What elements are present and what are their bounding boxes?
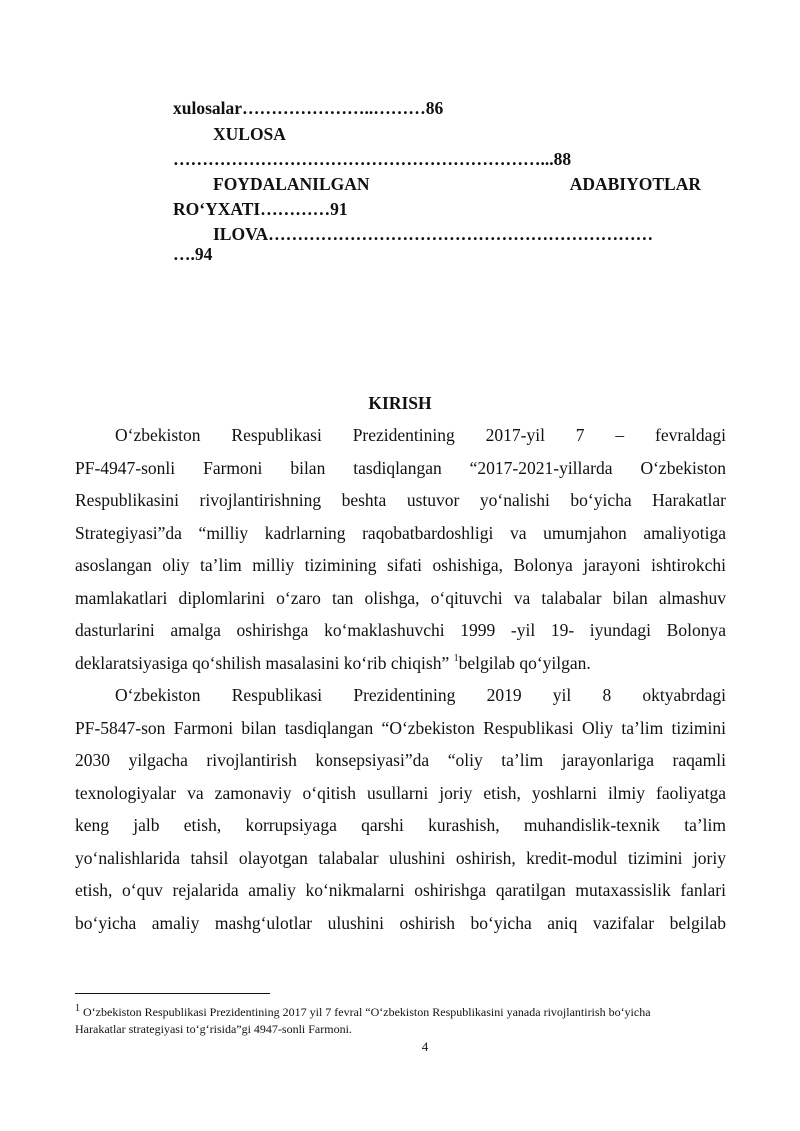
- toc-entry-xulosalar: xulosalar…………………..………86: [173, 98, 444, 118]
- footnote-text: O‘zbekiston Respublikasi Prezidentining 2017 yil 7 fevral “O‘zbekiston Respublikasini yanada rivojlantirish bo‘yicha: [80, 1005, 651, 1019]
- toc-entry-adabiyotlar: [213, 174, 701, 195]
- footnote-marker: 1: [75, 1003, 80, 1014]
- paragraph-last-line: [75, 647, 726, 680]
- toc-entry-royxati: RO‘YXATI…………91: [173, 199, 348, 219]
- paragraph-line: Strategiyasi”da “milliy kadrlarning raqobatbardoshligi va umumjahon amaliyotiga: [75, 522, 726, 543]
- paragraph-1: [75, 419, 726, 679]
- paragraph-line: yo‘nalishlarida tahsil olayotgan talabalar ulushini oshirish, kredit-modul tizimini joriy: [75, 847, 726, 868]
- section-heading: KIRISH: [368, 393, 432, 413]
- paragraph-2: [75, 679, 726, 939]
- paragraph-line: keng jalb etish, korrupsiyaga qarshi kurashish, muhandislik-texnik ta’lim: [75, 815, 726, 835]
- footnote-separator: [75, 993, 270, 994]
- toc-entry-ilova-page: ….94: [173, 244, 213, 264]
- toc-adabiyotlar-left: FOYDALANILGAN: [213, 174, 370, 194]
- footnote-line-2: Harakatlar strategiyasi to‘g‘risida”gi 4947-sonli Farmoni.: [75, 1022, 352, 1036]
- paragraph-line: dasturlarini amalga oshirishga ko‘maklashuvchi 1999 -yil 19- iyundagi Bolonya: [75, 620, 726, 640]
- paragraph-line: O‘zbekiston Respublikasi Prezidentining 2017-yil 7 – fevraldagi: [115, 425, 726, 445]
- paragraph-line: asoslangan oliy ta’lim milliy tizimining sifati oshishiga, Bolonya jarayoni ishtirokchi: [75, 555, 726, 575]
- paragraph-line: PF-5847-son Farmoni bilan tasdiqlangan “O‘zbekiston Respublikasi Oliy ta’lim tizimini: [75, 717, 726, 738]
- toc-entry-xulosa-page: ………………………………………………………...88: [173, 149, 572, 169]
- footnote-line-1: [75, 1004, 735, 1021]
- footnote: [75, 1004, 735, 1038]
- page-number: 4: [421, 1039, 429, 1054]
- toc-adabiyotlar-right: ADABIYOTLAR: [569, 174, 701, 194]
- toc-entry-xulosa: XULOSA: [213, 124, 286, 144]
- footnote-reference: 1: [453, 652, 459, 664]
- paragraph-line: Respublikasini rivojlantirishning beshta ustuvor yo‘nalishi bo‘yicha Harakatlar: [75, 490, 726, 510]
- paragraph-text: belgilab qo‘yilgan.: [458, 652, 591, 673]
- paragraph-line: O‘zbekiston Respublikasi Prezidentining 2019 yil 8 oktyabrdagi: [115, 685, 726, 705]
- paragraph-line: texnologiyalar va zamonaviy o‘qitish usullarni joriy etish, yoshlarni ilmiy faoliyatga: [75, 782, 726, 803]
- paragraph-line: mamlakatlari diplomlarini o‘zaro tan olishga, o‘qituvchi va talabalar bilan almashuv: [75, 587, 726, 608]
- paragraph-line: 2030 yilgacha rivojlantirish konsepsiyasi”da “oliy ta’lim jarayonlariga raqamli: [75, 750, 726, 770]
- paragraph-line: bo‘yicha amaliy mashg‘ulotlar ulushini oshirish bo‘yicha aniq vazifalar belgilab: [75, 912, 726, 933]
- toc-entry-ilova: ILOVA…………………………………………………………: [213, 224, 654, 244]
- paragraph-line: PF-4947-sonli Farmoni bilan tasdiqlangan “2017-2021-yillarda O‘zbekiston: [75, 457, 726, 478]
- paragraph-line: etish, o‘quv rejalarida amaliy ko‘nikmalarni oshirishga qaratilgan mutaxassislik fanlari: [75, 880, 726, 900]
- paragraph-text: deklaratsiyasiga qo‘shilish masalasini ko‘rib chiqish”: [75, 652, 454, 673]
